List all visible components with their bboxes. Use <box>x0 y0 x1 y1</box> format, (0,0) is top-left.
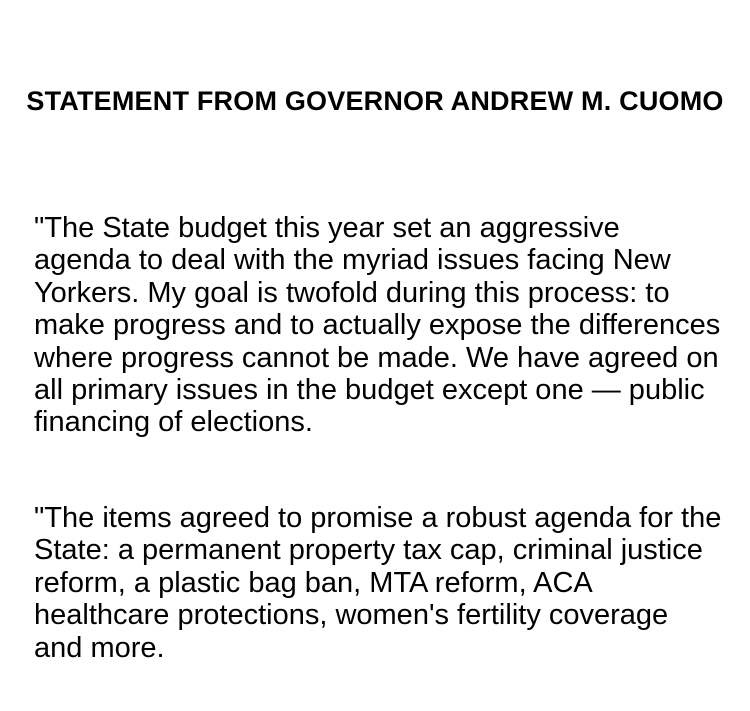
statement-title: STATEMENT FROM GOVERNOR ANDREW M. CUOMO <box>26 86 724 116</box>
statement-paragraph-1: "The State budget this year set an aggressive agenda to deal with the myriad issues facing New Yorkers. My goal is twofold during this process: to make progress and to actually expose the differences where progress cannot be made. We have agreed on all primary issues in the budget except one — public financing of elections. <box>34 212 721 439</box>
statement-paragraph-2: "The items agreed to promise a robust agenda for the State: a permanent property tax cap, criminal justice reform, a plastic bag ban, MTA reform, ACA healthcare protections, women's fertility coverage and more. <box>34 502 722 664</box>
